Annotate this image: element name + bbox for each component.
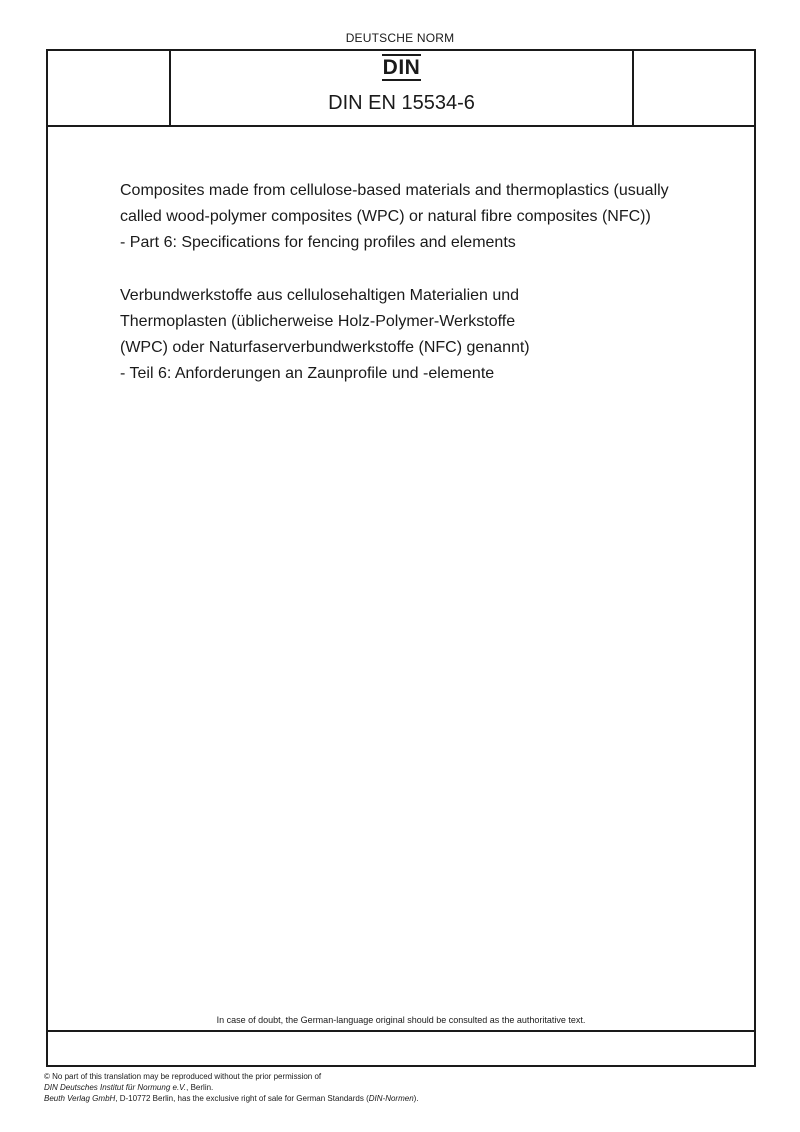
copyright-text: , Berlin.: [186, 1083, 214, 1092]
din-logo: [171, 57, 632, 79]
standard-number: DIN EN 15534-6: [328, 92, 475, 114]
copyright-line: © No part of this translation may be reproduced without the prior permission of: [44, 1072, 322, 1081]
publisher-name: DIN Deutsches Institut für Normung e.V.: [44, 1083, 187, 1092]
document-frame: [46, 49, 756, 1067]
title-english-line: Composites made from cellulose-based materials and thermoplastics (usually: [120, 182, 669, 199]
header-cell-right: [632, 51, 754, 125]
title-german-line: - Teil 6: Anforderungen an Zaunprofile und -elemente: [120, 365, 495, 382]
header-cell-center: [171, 51, 632, 125]
title-german-line: (WPC) oder Naturfaserverbundwerkstoffe (NFC) genannt): [120, 339, 530, 356]
footer-divider: [48, 1030, 754, 1032]
header-cell-left: [48, 51, 171, 125]
document-type-label: DEUTSCHE NORM: [345, 31, 455, 45]
title-german-line: Thermoplasten (üblicherweise Holz-Polymer-Werkstoffe: [120, 313, 516, 330]
authoritative-text-note: In case of doubt, the German-language original should be consulted as the authoritative text.: [216, 1015, 586, 1025]
copyright-notice: [44, 1071, 419, 1104]
copyright-text: ).: [413, 1094, 419, 1103]
distributor-name: Beuth Verlag GmbH: [44, 1094, 116, 1103]
din-logo-text: DIN: [382, 56, 421, 79]
header-row: [48, 51, 754, 127]
title-english: [120, 178, 740, 256]
standards-name: DIN-Normen: [368, 1094, 414, 1103]
title-german: [120, 283, 740, 387]
title-english-line: called wood-polymer composites (WPC) or natural fibre composites (NFC)): [120, 208, 651, 225]
title-english-line: - Part 6: Specifications for fencing profiles and elements: [120, 234, 516, 251]
title-german-line: Verbundwerkstoffe aus cellulosehaltigen Materialien und: [120, 287, 520, 304]
copyright-text: , D-10772 Berlin, has the exclusive right of sale for German Standards (: [115, 1094, 369, 1103]
copyright-line: [44, 1093, 419, 1104]
copyright-line: [44, 1082, 419, 1093]
